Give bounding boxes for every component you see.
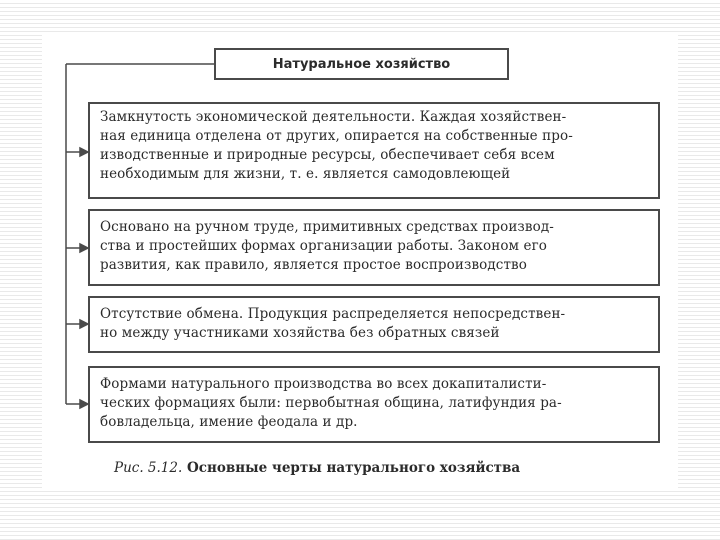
caption-prefix: Рис. 5.12. (114, 460, 183, 476)
feature-box-manual-labor: Основано на ручном труде, примитивных средствах производ- ства и простейших формах организации работы. Законом его развития, как правило, является простое воспроизводство (88, 209, 660, 286)
figure-caption (114, 460, 634, 476)
feature-box-isolation: Замкнутость экономической деятельности. Каждая хозяйствен- ная единица отделена от других, опирается на собственные про- изводственные и природные ресурсы, обеспечивает себя всем необходимым для жизни, т. е. является самодовлеющей (88, 102, 660, 199)
arrow-3-head (80, 320, 88, 328)
diagram-title: Натуральное хозяйство (214, 48, 509, 80)
slide (42, 32, 678, 490)
arrow-1-head (80, 148, 88, 156)
arrow-4-head (80, 400, 88, 408)
feature-box-forms: Формами натурального производства во всех докапиталисти- ческих формациях были: первобытная община, латифундия ра- бовладельца, имение феодала и др. (88, 366, 660, 443)
arrow-2-head (80, 244, 88, 252)
caption-text: Основные черты натурального хозяйства (186, 460, 521, 476)
feature-box-no-exchange: Отсутствие обмена. Продукция распределяется непосредствен- но между участниками хозяйства без обратных связей (88, 296, 660, 353)
